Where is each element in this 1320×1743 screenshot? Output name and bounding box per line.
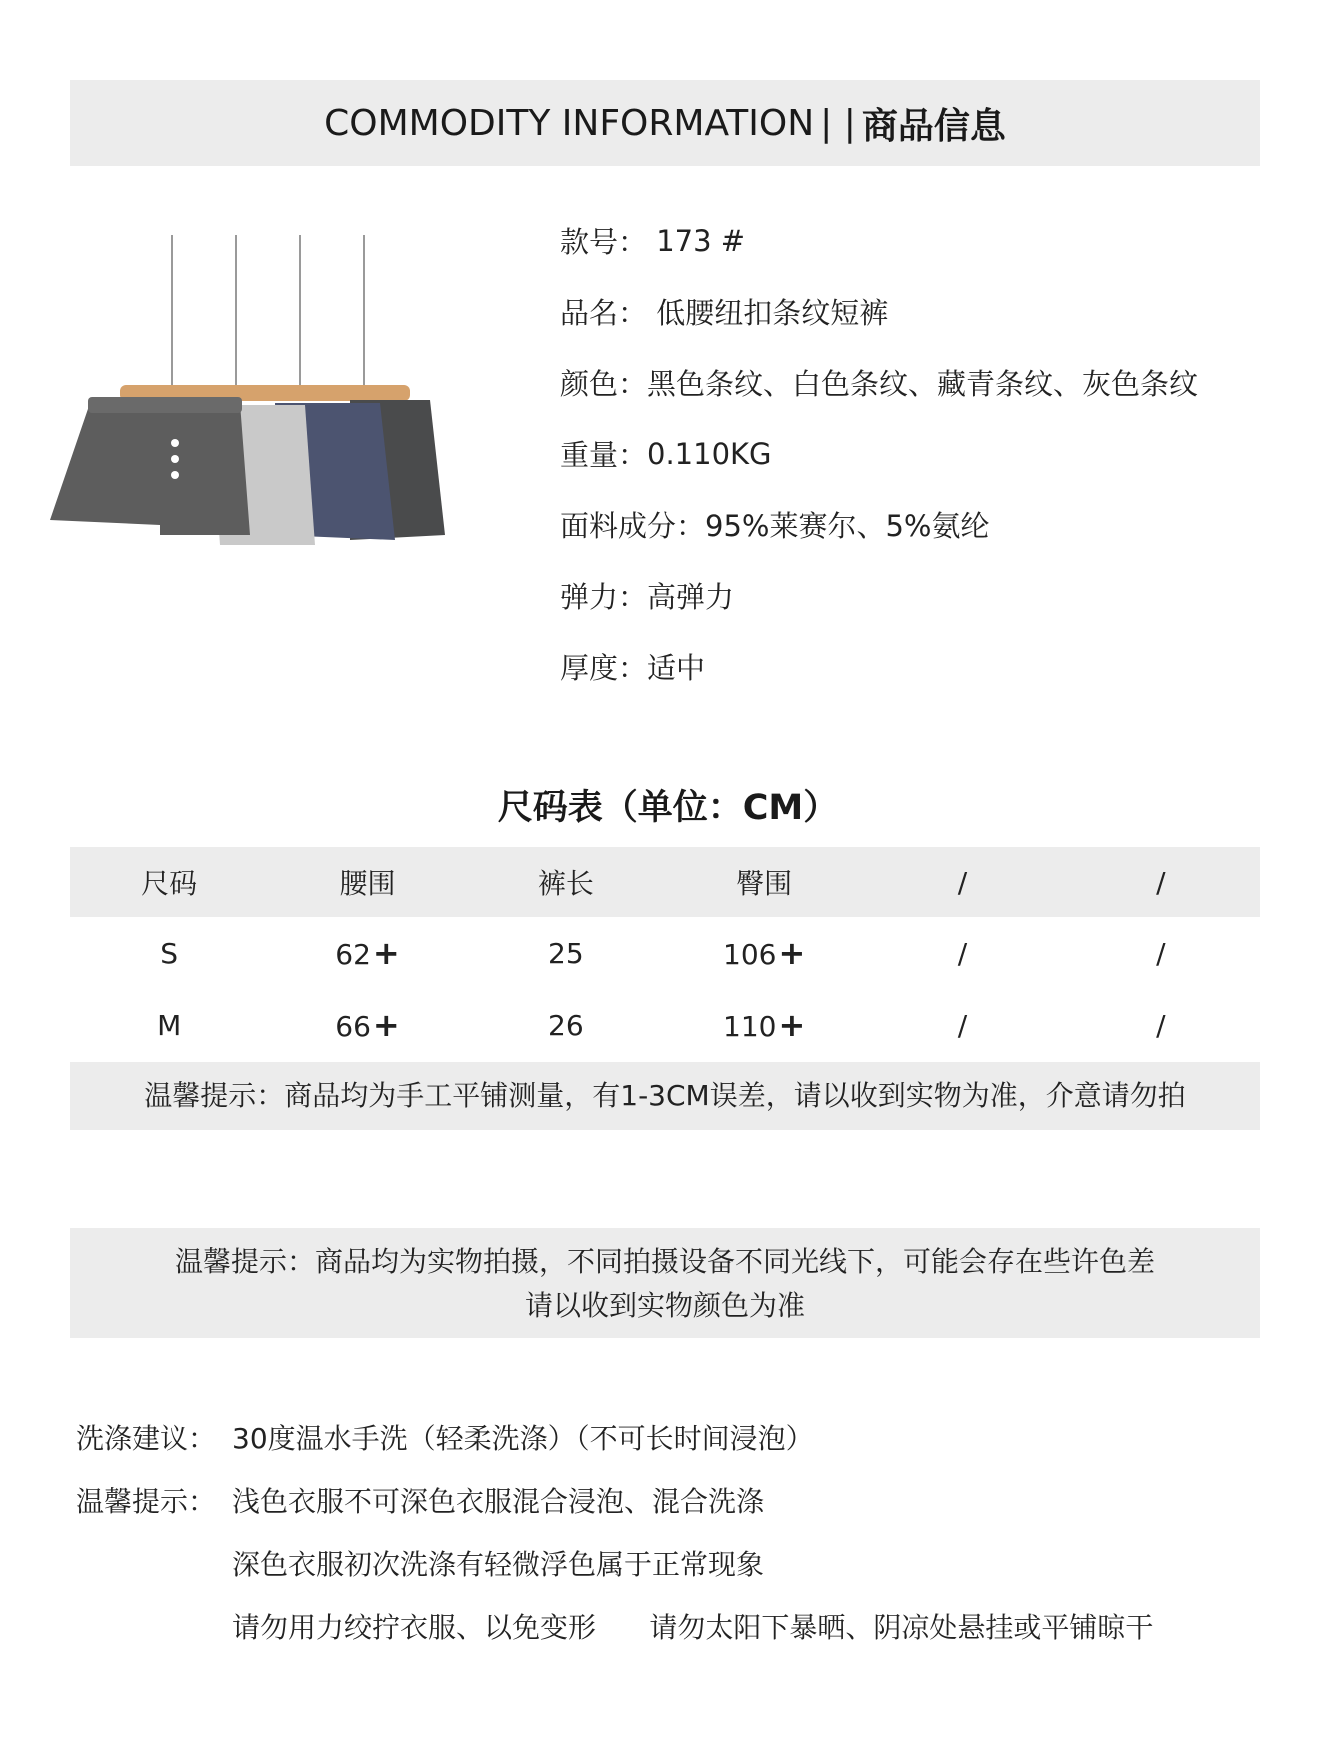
size-table-header <box>70 847 1260 917</box>
plus-icon: + <box>778 1006 806 1044</box>
cell-waist <box>268 917 466 989</box>
cell-waist <box>268 989 466 1061</box>
header-hip: 臀围 <box>736 867 793 900</box>
spec-value: 0.110KG <box>647 436 772 471</box>
spec-row-fabric <box>560 489 1280 560</box>
spec-label: 品名： <box>560 296 648 330</box>
care-label: 温馨提示： <box>76 1484 217 1518</box>
waistband <box>88 397 242 413</box>
care-value: 30度温水手洗（轻柔洗涤）（不可长时间浸泡） <box>232 1421 814 1455</box>
cell-waist-value: 62 <box>335 938 371 971</box>
header-title-en: COMMODITY INFORMATION <box>324 102 815 144</box>
cell-length: 26 <box>548 1008 584 1042</box>
cell-length: 25 <box>548 936 584 970</box>
color-note <box>70 1228 1260 1338</box>
button-dot <box>171 455 179 463</box>
cell-hip <box>665 989 863 1061</box>
table-row <box>70 989 1260 1061</box>
cell-hip-value: 110 <box>723 1010 777 1043</box>
plus-icon: + <box>372 934 400 972</box>
header-col6: / <box>1156 865 1166 899</box>
spec-value: 低腰纽扣条纹短裤 <box>647 296 889 330</box>
cell-hip-value: 106 <box>723 938 777 971</box>
color-note-line1: 温馨提示：商品均为实物拍摄，不同拍摄设备不同光线下，可能会存在些许色差 <box>174 1245 1155 1278</box>
spec-value: 适中 <box>647 651 706 685</box>
measurement-note: 温馨提示：商品均为手工平铺测量，有1-3CM误差，请以收到实物为准，介意请勿拍 <box>70 1062 1260 1130</box>
spec-value: 95%莱赛尔、5%氨纶 <box>705 509 990 543</box>
spec-label: 厚度： <box>560 651 648 685</box>
spec-row-elasticity <box>560 560 1280 631</box>
header-title-cn: 商品信息 <box>861 105 1006 147</box>
button-dot <box>171 471 179 479</box>
spec-row-weight <box>560 418 1280 489</box>
product-photo <box>50 235 490 595</box>
header-separator: | | <box>820 102 856 144</box>
spec-value: 黑色条纹、白色条纹、藏青条纹、灰色条纹 <box>647 367 1199 401</box>
spec-list <box>560 205 1280 702</box>
button-dot <box>171 439 179 447</box>
care-row-tip <box>76 1468 1296 1531</box>
spec-label: 重量： <box>560 438 648 472</box>
cell-size: S <box>160 936 179 970</box>
size-chart-title: 尺码表（单位：CM） <box>497 788 839 828</box>
spec-value: 高弹力 <box>647 580 735 614</box>
care-value: 请勿用力绞拧衣服、以免变形 请勿太阳下暴晒、阴凉处悬挂或平铺晾干 <box>232 1610 1154 1644</box>
care-row-tip <box>76 1531 1296 1594</box>
header-waist: 腰围 <box>339 867 396 900</box>
cell-col6: / <box>1156 1008 1166 1042</box>
header-length: 裤长 <box>537 867 594 900</box>
spec-row-color <box>560 347 1280 418</box>
spec-value: 173 # <box>647 223 746 258</box>
spec-row-style <box>560 205 1280 276</box>
table-row <box>70 917 1260 989</box>
size-table <box>70 847 1260 1061</box>
cell-size: M <box>157 1008 182 1042</box>
spec-label: 弹力： <box>560 580 648 614</box>
cell-col5: / <box>957 1008 968 1042</box>
spec-label: 颜色： <box>560 367 648 401</box>
plus-icon: + <box>778 934 806 972</box>
cell-col5: / <box>957 936 968 970</box>
care-row-wash <box>76 1405 1296 1468</box>
cell-hip <box>665 917 863 989</box>
care-row-tip <box>76 1594 1296 1657</box>
spec-label: 面料成分： <box>560 509 706 543</box>
header-size: 尺码 <box>141 867 198 900</box>
color-note-line2: 请以收到实物颜色为准 <box>524 1289 805 1322</box>
care-value: 浅色衣服不可深色衣服混合浸泡、混合洗涤 <box>232 1484 765 1518</box>
spec-row-thickness <box>560 631 1280 702</box>
care-label: 洗涤建议： <box>76 1421 217 1455</box>
cell-col6: / <box>1156 936 1166 970</box>
care-instructions <box>76 1405 1296 1657</box>
cell-waist-value: 66 <box>335 1010 371 1043</box>
spec-row-name <box>560 276 1280 347</box>
header-bar <box>70 80 1260 166</box>
care-value: 深色衣服初次洗涤有轻微浮色属于正常现象 <box>232 1547 765 1581</box>
spec-label: 款号： <box>560 225 648 259</box>
shorts-grey <box>50 403 250 535</box>
header-col5: / <box>957 865 968 899</box>
plus-icon: + <box>372 1006 400 1044</box>
